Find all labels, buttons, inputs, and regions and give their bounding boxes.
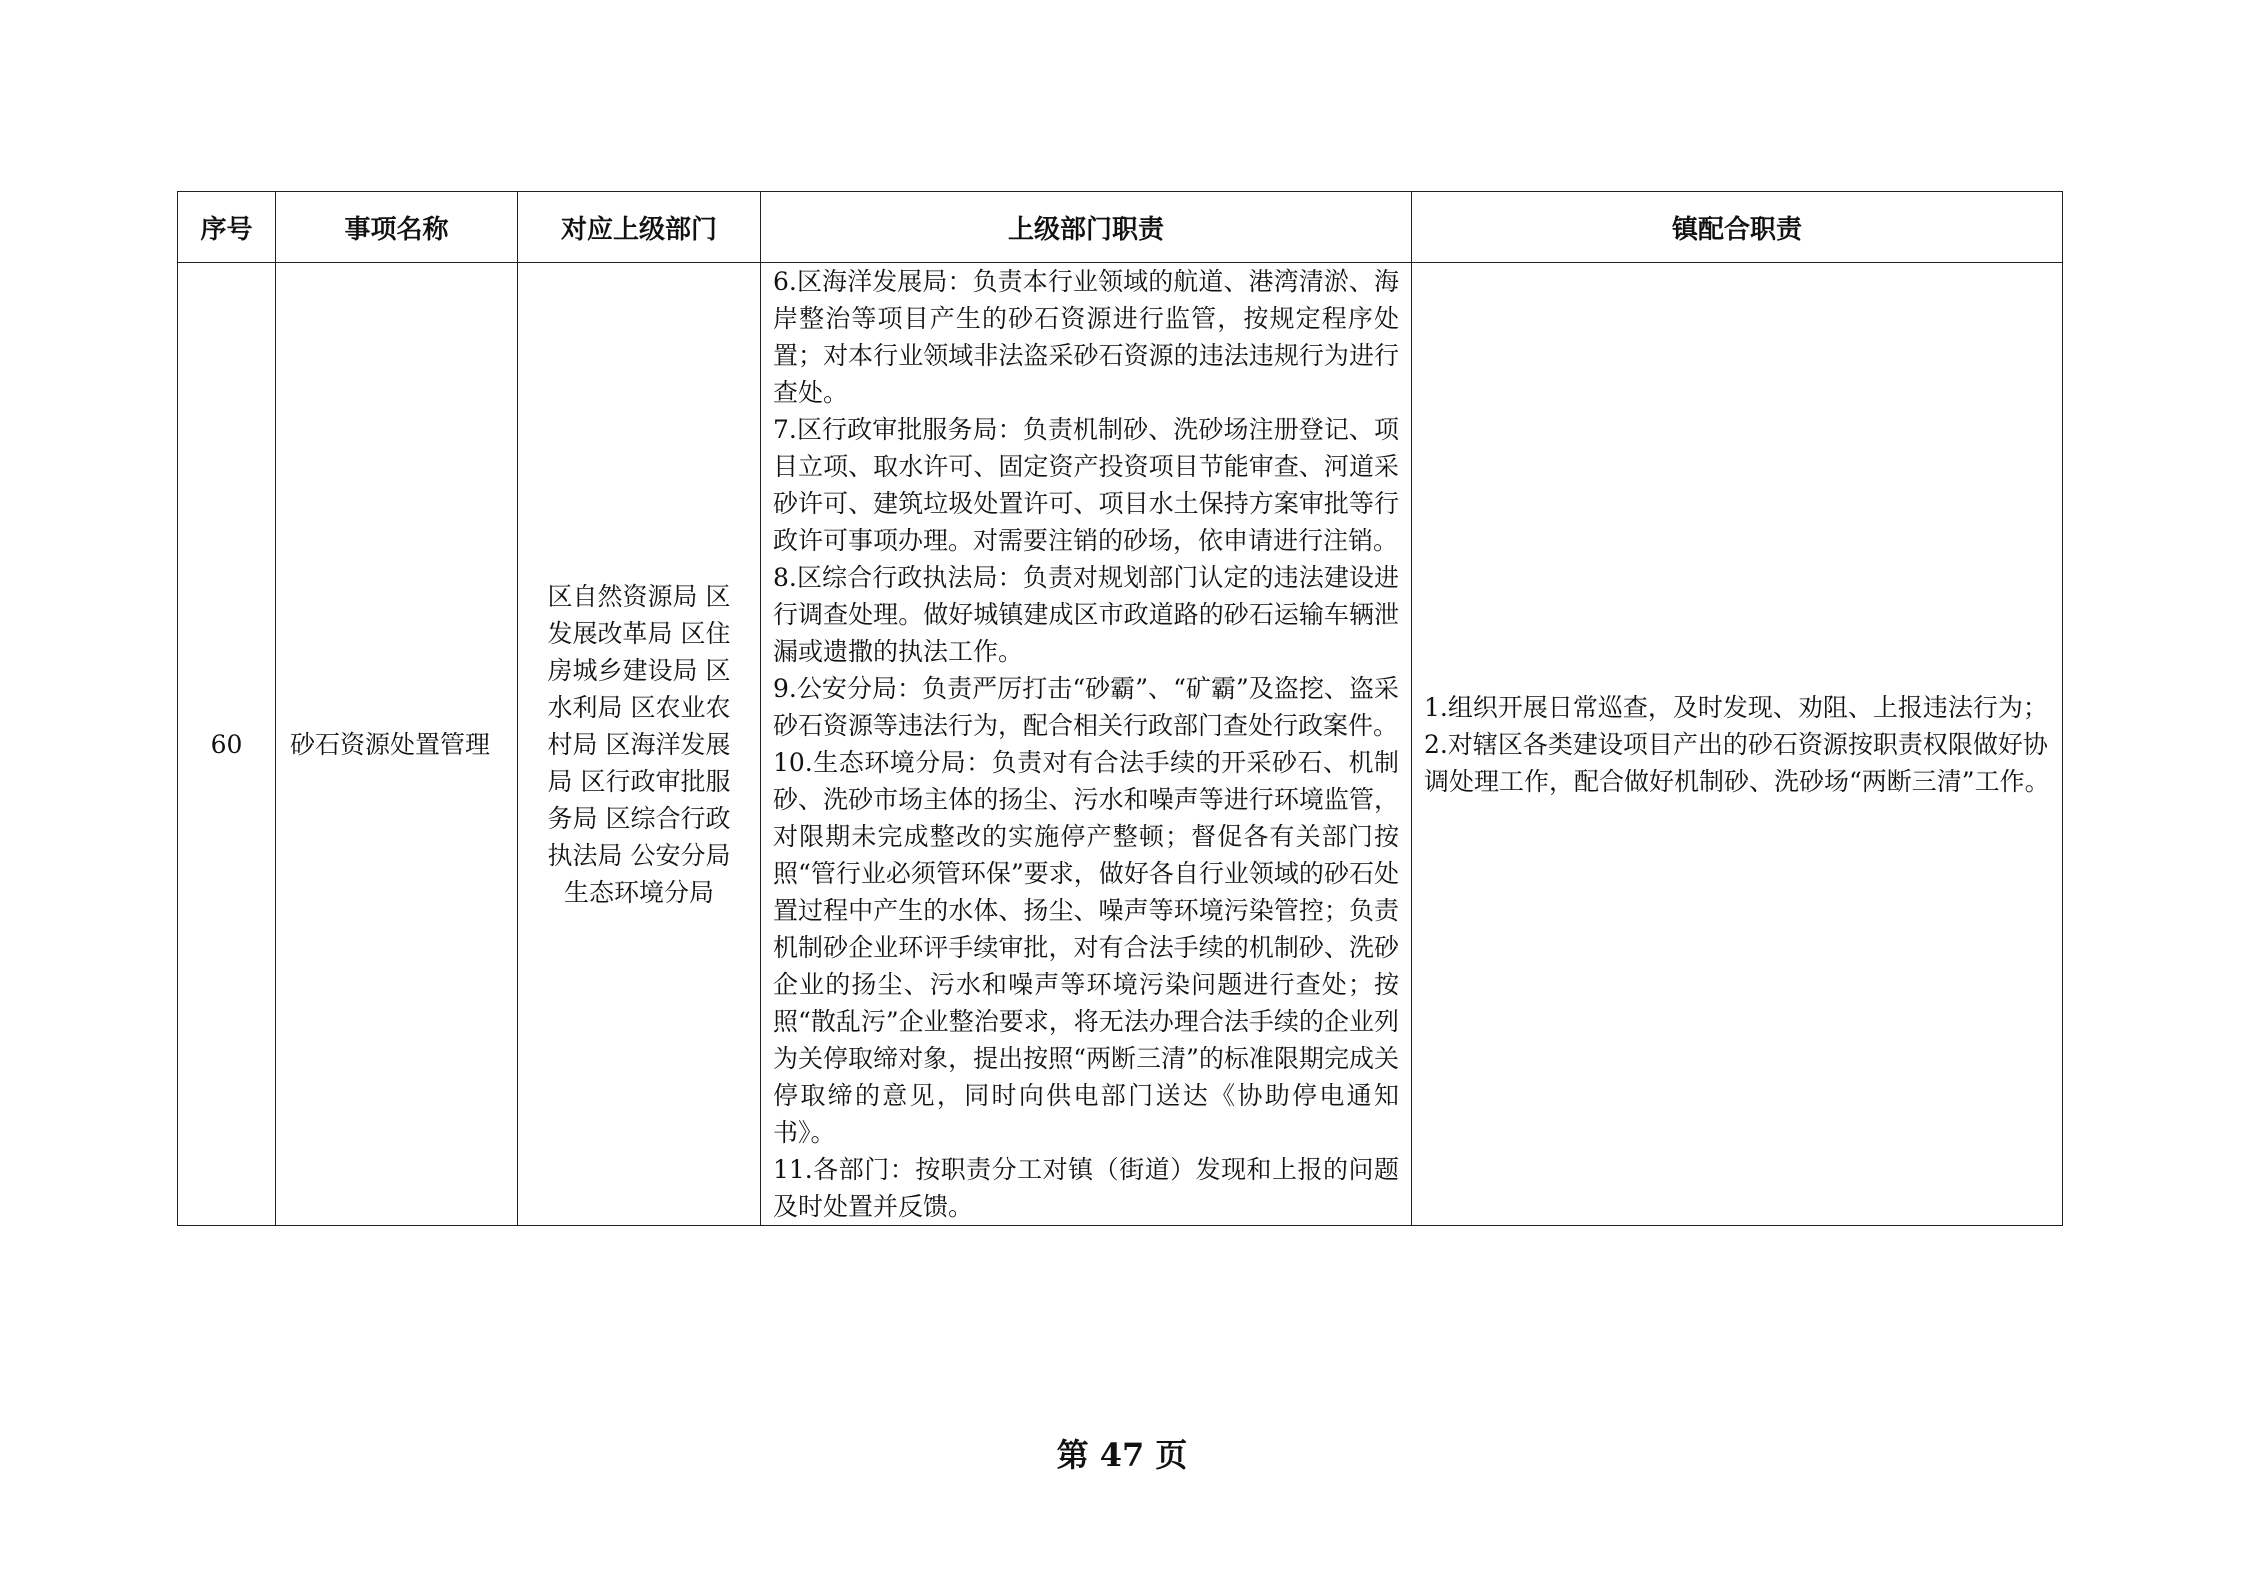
header-name: 事项名称	[276, 192, 518, 263]
duty-table	[177, 191, 2063, 1226]
duty-item-9: 9.公安分局：负责严厉打击“砂霸”、“矿霸”及盗挖、盗采砂石资源等违法行为，配合相关行政部门查处行政案件。	[773, 674, 1399, 740]
table-row	[178, 263, 2063, 1226]
duty-item-6: 6.区海洋发展局：负责本行业领域的航道、港湾清淤、海岸整治等项目产生的砂石资源进行监管，按规定程序处置；对本行业领域非法盗采砂石资源的违法违规行为进行查处。	[773, 267, 1399, 407]
duty-item-8: 8.区综合行政执法局：负责对规划部门认定的违法建设进行调查处理。做好城镇建成区市政道路的砂石运输车辆泄漏或遗撒的执法工作。	[773, 563, 1399, 666]
header-coop: 镇配合职责	[1412, 192, 2063, 263]
coop-item-1: 1.组织开展日常巡查，及时发现、劝阻、上报违法行为；	[1424, 692, 2048, 722]
header-no: 序号	[178, 192, 276, 263]
duty-table-container	[177, 191, 2062, 1226]
row-town-duties	[1412, 263, 2063, 1226]
duty-item-7: 7.区行政审批服务局：负责机制砂、洗砂场注册登记、项目立项、取水许可、固定资产投资项目节能审查、河道采砂许可、建筑垃圾处置许可、项目水土保持方案审批等行政许可事项办理。对需要注销的砂场，依申请进行注销。	[773, 415, 1399, 555]
row-item-name: 砂石资源处置管理	[276, 263, 518, 1226]
table-header-row	[178, 192, 2063, 263]
header-dept: 对应上级部门	[518, 192, 761, 263]
row-no: 60	[178, 263, 276, 1226]
page-number: 第 47 页	[1056, 1436, 1188, 1474]
row-superior-duties	[761, 263, 1412, 1226]
coop-item-2: 2.对辖区各类建设项目产出的砂石资源按职责权限做好协调处理工作，配合做好机制砂、洗砂场“两断三清”工作。	[1424, 729, 2050, 796]
duty-item-11: 11.各部门：按职责分工对镇（街道）发现和上报的问题及时处置并反馈。	[773, 1155, 1399, 1221]
row-departments: 区自然资源局 区发展改革局 区住房城乡建设局 区水利局 区农业农村局 区海洋发展局 区行政审批服务局 区综合行政执法局 公安分局 生态环境分局	[518, 263, 761, 1226]
header-duty: 上级部门职责	[761, 192, 1412, 263]
duty-item-10: 10.生态环境分局：负责对有合法手续的开采砂石、机制砂、洗砂市场主体的扬尘、污水和噪声等进行环境监管，对限期未完成整改的实施停产整顿；督促各有关部门按照“管行业必须管环保”要求，做好各自行业领域的砂石处置过程中产生的水体、扬尘、噪声等环境污染管控；负责机制砂企业环评手续审批，对有合法手续的机制砂、洗砂企业的扬尘、污水和噪声等环境污染问题进行查处；按照“散乱污”企业整治要求，将无法办理合法手续的企业列为关停取缔对象，提出按照“两断三清”的标准限期完成关停取缔的意见，同时向供电部门送达《协助停电通知书》。	[773, 748, 1399, 1147]
